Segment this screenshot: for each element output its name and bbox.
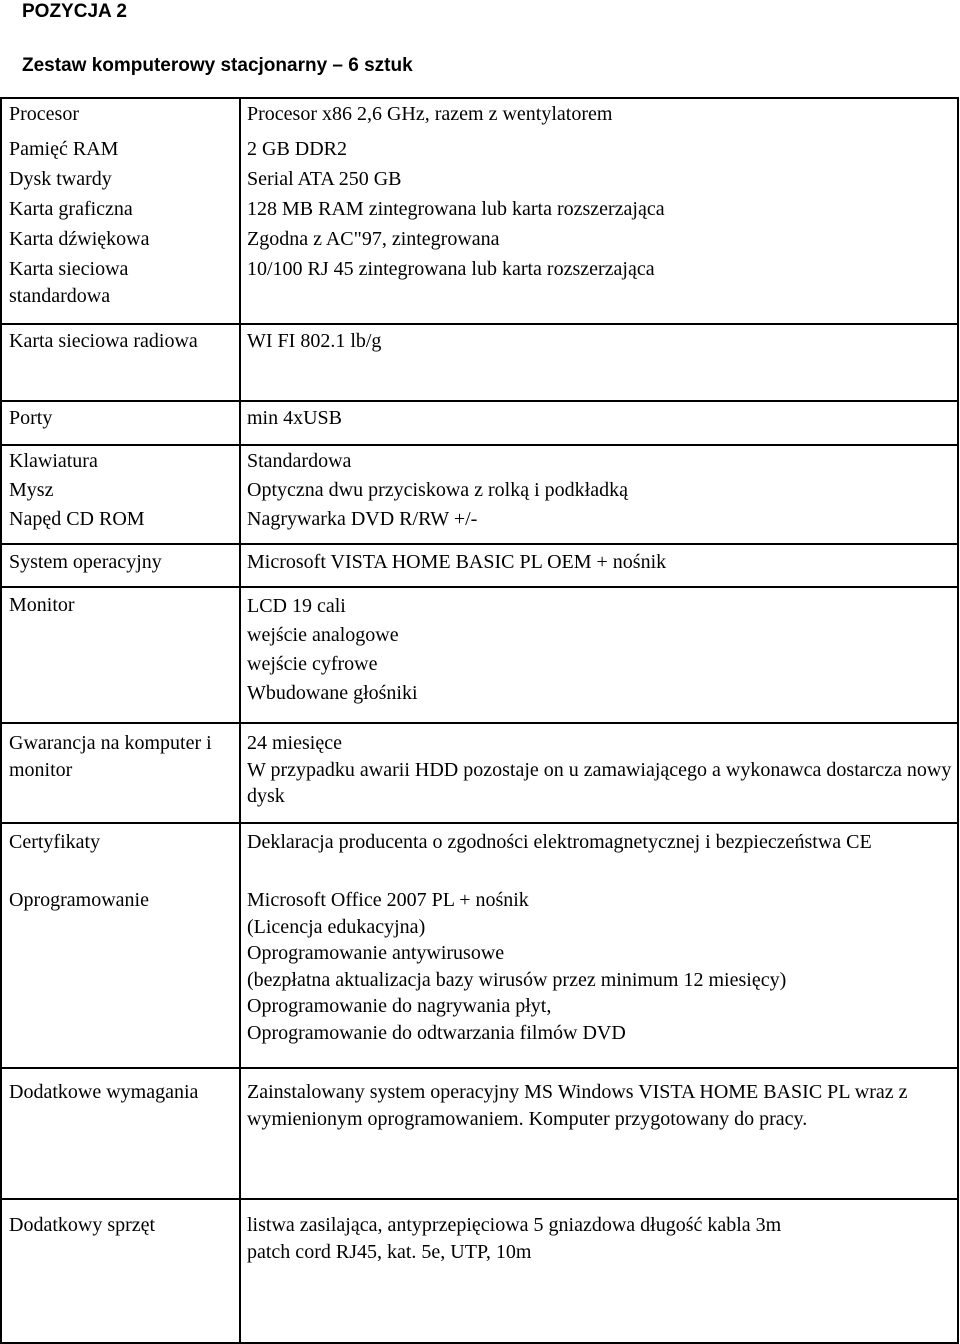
spec-row-procesor <box>1 98 958 133</box>
spec-row-dodatkowe-wymagania <box>1 1068 958 1199</box>
spec-label: Dodatkowy sprzęt <box>1 1199 240 1343</box>
spec-value-line: patch cord RJ45, kat. 5e, UTP, 10m <box>247 1240 532 1263</box>
spec-label: Procesor <box>1 98 240 133</box>
spec-value <box>240 401 958 445</box>
spec-value <box>240 445 958 477</box>
spec-value <box>240 98 958 133</box>
spec-label: Karta sieciowa radiowa <box>1 324 240 401</box>
spec-value-line: listwa zasilająca, antyprzepięciowa 5 gniazdowa długość kabla 3m <box>247 1214 782 1236</box>
spec-row-certyfikaty <box>1 823 958 887</box>
spec-value <box>240 1199 958 1343</box>
spec-label: Pamięć RAM <box>1 133 240 166</box>
spec-label: Dodatkowe wymagania <box>1 1068 240 1199</box>
spec-label: Klawiatura <box>1 445 240 477</box>
spec-value <box>240 477 958 506</box>
spec-value <box>240 587 958 723</box>
spec-value <box>240 196 958 226</box>
spec-value-line: 2 GB DDR2 <box>247 138 348 160</box>
spec-value-line: WI FI 802.1 lb/g <box>247 330 382 352</box>
spec-value-line: Zgodna z AC"97, zintegrowana <box>247 228 500 250</box>
spec-label: Certyfikaty <box>1 823 240 887</box>
spec-table <box>0 97 959 1344</box>
spec-row-karta-sieciowa <box>1 256 958 324</box>
spec-value-line: Oprogramowanie do odtwarzania filmów DVD <box>247 1021 626 1044</box>
spec-label-text: Gwarancja na komputer i monitor <box>9 732 212 781</box>
spec-value <box>240 1068 958 1199</box>
spec-row-porty <box>1 401 958 445</box>
page-subtitle: Zestaw komputerowy stacjonarny – 6 sztuk <box>22 55 413 76</box>
spec-row-system <box>1 544 958 587</box>
spec-label: Napęd CD ROM <box>1 506 240 544</box>
spec-row-oprogramowanie <box>1 887 958 1068</box>
spec-value-line: Deklaracja producenta o zgodności elektromagnetycznej i bezpieczeństwa CE <box>247 831 872 853</box>
spec-value-line: wejście analogowe <box>247 624 399 646</box>
spec-value <box>240 723 958 823</box>
spec-value-line: (Licencja edukacyjna) <box>247 915 426 938</box>
spec-label <box>1 256 240 324</box>
spec-value <box>240 133 958 166</box>
spec-label: Dysk twardy <box>1 166 240 196</box>
spec-row-monitor <box>1 587 958 723</box>
spec-value-line: Oprogramowanie antywirusowe <box>247 942 505 964</box>
spec-row-dysk <box>1 166 958 196</box>
spec-value <box>240 887 958 1068</box>
spec-value-line: (bezpłatna aktualizacja bazy wirusów przez minimum 12 miesięcy) <box>247 968 787 991</box>
page-title: POZYCJA 2 <box>22 1 127 22</box>
spec-label <box>1 723 240 823</box>
spec-value <box>240 544 958 587</box>
spec-value-line: Optyczna dwu przyciskowa z rolką i podkładką <box>247 479 628 501</box>
spec-value <box>240 324 958 401</box>
spec-row-naped <box>1 506 958 544</box>
spec-value-line: Zainstalowany system operacyjny MS Windows VISTA HOME BASIC PL wraz z wymienionym oprogramowaniem. Komputer przygotowany do pracy. <box>247 1081 908 1130</box>
spec-row-dodatkowy-sprzet <box>1 1199 958 1343</box>
spec-value-line: W przypadku awarii HDD pozostaje on u zamawiającego a wykonawca dostarcza nowy dysk <box>247 758 952 807</box>
spec-row-gwarancja <box>1 723 958 823</box>
spec-row-mysz <box>1 477 958 506</box>
spec-value <box>240 166 958 196</box>
spec-value-line: min 4xUSB <box>247 407 343 429</box>
spec-label: Karta dźwiękowa <box>1 226 240 256</box>
spec-value-line: 24 miesięce <box>247 732 342 754</box>
spec-value-line: 128 MB RAM zintegrowana lub karta rozszerzająca <box>247 198 665 220</box>
spec-row-karta-radiowa <box>1 324 958 401</box>
spec-label: Monitor <box>1 587 240 723</box>
spec-value-line: Nagrywarka DVD R/RW +/- <box>247 508 478 530</box>
spec-value-line: Oprogramowanie do nagrywania płyt, <box>247 995 552 1017</box>
spec-value <box>240 256 958 324</box>
spec-row-karta-graficzna <box>1 196 958 226</box>
spec-value-line: Wbudowane głośniki <box>247 682 418 704</box>
spec-label: Mysz <box>1 477 240 506</box>
spec-label: Karta graficzna <box>1 196 240 226</box>
spec-row-klawiatura <box>1 445 958 477</box>
spec-value-line: Microsoft VISTA HOME BASIC PL OEM + nośnik <box>247 551 667 573</box>
spec-label: System operacyjny <box>1 544 240 587</box>
spec-label-text: Karta sieciowa standardowa <box>9 258 129 307</box>
spec-value <box>240 823 958 887</box>
spec-value-line: wejście cyfrowe <box>247 653 378 675</box>
spec-value-line: Serial ATA 250 GB <box>247 168 402 190</box>
spec-value-line: 10/100 RJ 45 zintegrowana lub karta rozszerzająca <box>247 258 655 280</box>
spec-row-karta-dzwiekowa <box>1 226 958 256</box>
spec-value <box>240 506 958 544</box>
spec-label: Oprogramowanie <box>1 887 240 1068</box>
spec-value <box>240 226 958 256</box>
spec-value-line: Procesor x86 2,6 GHz, razem z wentylatorem <box>247 103 613 125</box>
spec-value-line: Standardowa <box>247 450 352 472</box>
spec-row-ram <box>1 133 958 166</box>
spec-value-line: Microsoft Office 2007 PL + nośnik <box>247 889 529 911</box>
spec-value-line: LCD 19 cali <box>247 595 346 617</box>
spec-label: Porty <box>1 401 240 445</box>
